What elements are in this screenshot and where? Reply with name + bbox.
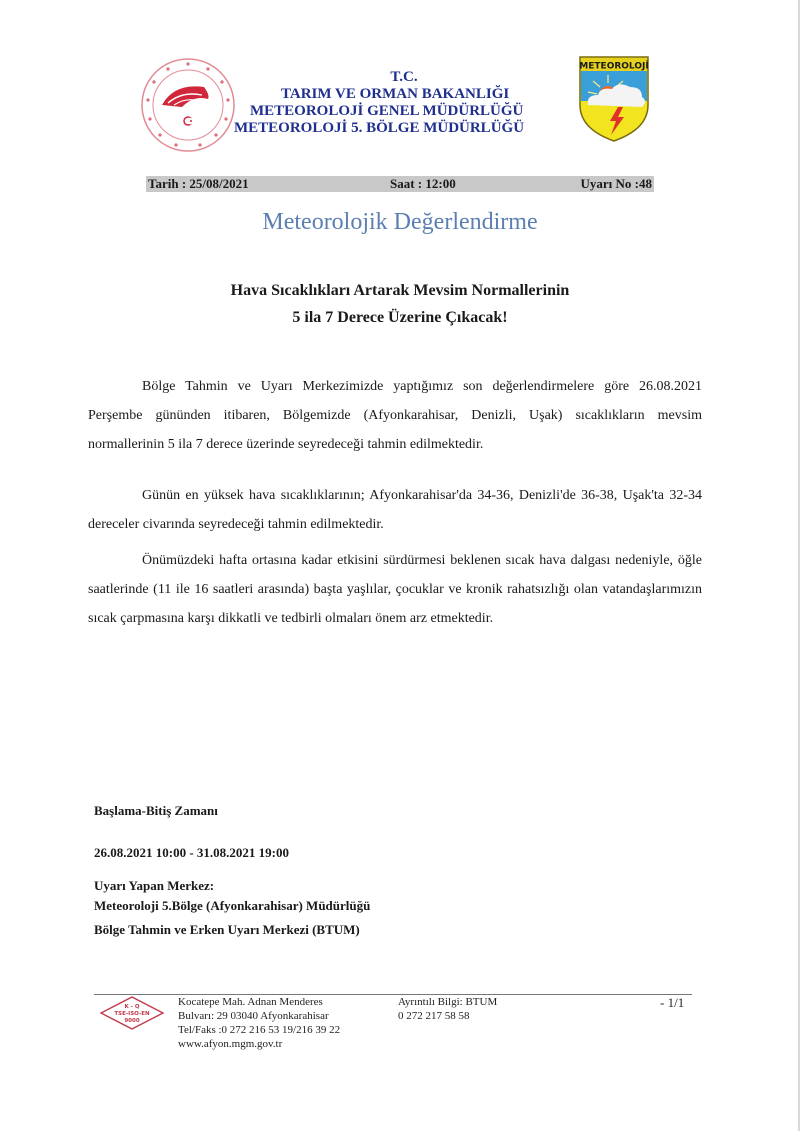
headline (0, 277, 800, 331)
contact-phone: 0 272 217 58 58 (398, 1010, 470, 1022)
issuer-label: Uyarı Yapan Merkez: (94, 878, 215, 893)
date-field: Tarih : 25/08/2021 (148, 176, 249, 191)
header-line-ministry: TARIM VE ORMAN BAKANLIĞI (281, 86, 510, 102)
svg-text:TSE-ISO-EN: TSE-ISO-EN (114, 1011, 150, 1017)
warning-number: Uyarı No :48 (580, 176, 652, 191)
address-line-1: Kocatepe Mah. Adnan Menderes (178, 996, 323, 1008)
issuer-line-1: Meteoroloji 5.Bölge (Afyonkarahisar) Müdürlüğü (94, 898, 371, 913)
footer-contact (398, 995, 497, 1023)
issuer-line-2: Bölge Tahmin ve Erken Uyarı Merkezi (BTUM) (94, 922, 360, 937)
contact-label: Ayrıntılı Bilgi: BTUM (398, 996, 498, 1008)
body-paragraph-1: Bölge Tahmin ve Uyarı Merkezimizde yaptığımız son değerlendirmelere göre 26.08.2021 Perşembe gününden itibaren, Bölgemizde (Afyonkarahisar, Denizli, Uşak) sıcaklıkların mevsim normallerinin 5 ila 7 derece üzerinde seyredeceği tahmin edilmektedir. (88, 379, 702, 452)
header-line-regional: METEOROLOJİ 5. BÖLGE MÜDÜRLÜĞÜ (234, 120, 525, 136)
footer-address (178, 995, 340, 1051)
header-line-directorate: METEOROLOJİ GENEL MÜDÜRLÜĞÜ (250, 103, 524, 119)
info-bar (146, 176, 654, 192)
time-field: Saat : 12:00 (390, 176, 456, 191)
website-link[interactable]: www.afyon.mgm.gov.tr (178, 1038, 283, 1050)
body-paragraph-3: Önümüzdeki hafta ortasına kadar etkisini sürdürmesi beklenen sıcak hava dalgası nedeniyle, öğle saatlerinde (11 ile 16 saatleri arasında) başta yaşlılar, çocuklar ve kronik rahatsızlığı olan vatandaşlarımızın sıcak çarpmasına karşı dikkatli ve tedbirli olmaları önem arz etmektedir. (88, 553, 702, 626)
period-label: Başlama-Bitiş Zamanı (94, 803, 218, 818)
svg-text:METEOROLOJİ: METEOROLOJİ (579, 61, 649, 72)
address-line-3: Tel/Faks :0 272 216 53 19/216 39 22 (178, 1024, 341, 1036)
svg-text:K - Q: K - Q (124, 1004, 140, 1010)
document-title: Meteorolojik Değerlendirme (262, 209, 538, 235)
svg-text:9000: 9000 (124, 1018, 140, 1024)
period-value: 26.08.2021 10:00 - 31.08.2021 19:00 (94, 845, 289, 860)
address-line-2: Bulvarı: 29 03040 Afyonkarahisar (178, 1010, 329, 1022)
header-line-tc: T.C. (390, 69, 418, 85)
headline-line-1: Hava Sıcaklıkları Artarak Mevsim Normallerinin (230, 282, 570, 299)
iso-certification-badge-icon (100, 996, 164, 1030)
ministry-emblem-icon (138, 55, 238, 155)
institution-header (230, 69, 570, 137)
page-number: - 1/1 (660, 995, 685, 1010)
headline-line-2: 5 ila 7 Derece Üzerine Çıkacak! (292, 309, 508, 326)
body-paragraph-2: Günün en yüksek hava sıcaklıklarının; Afyonkarahisar'da 34-36, Denizli'de 36-38, Uşak'ta 32-34 dereceler civarında seyredeceği tahmin edilmektedir. (88, 488, 702, 532)
meteorology-shield-icon (578, 55, 650, 143)
